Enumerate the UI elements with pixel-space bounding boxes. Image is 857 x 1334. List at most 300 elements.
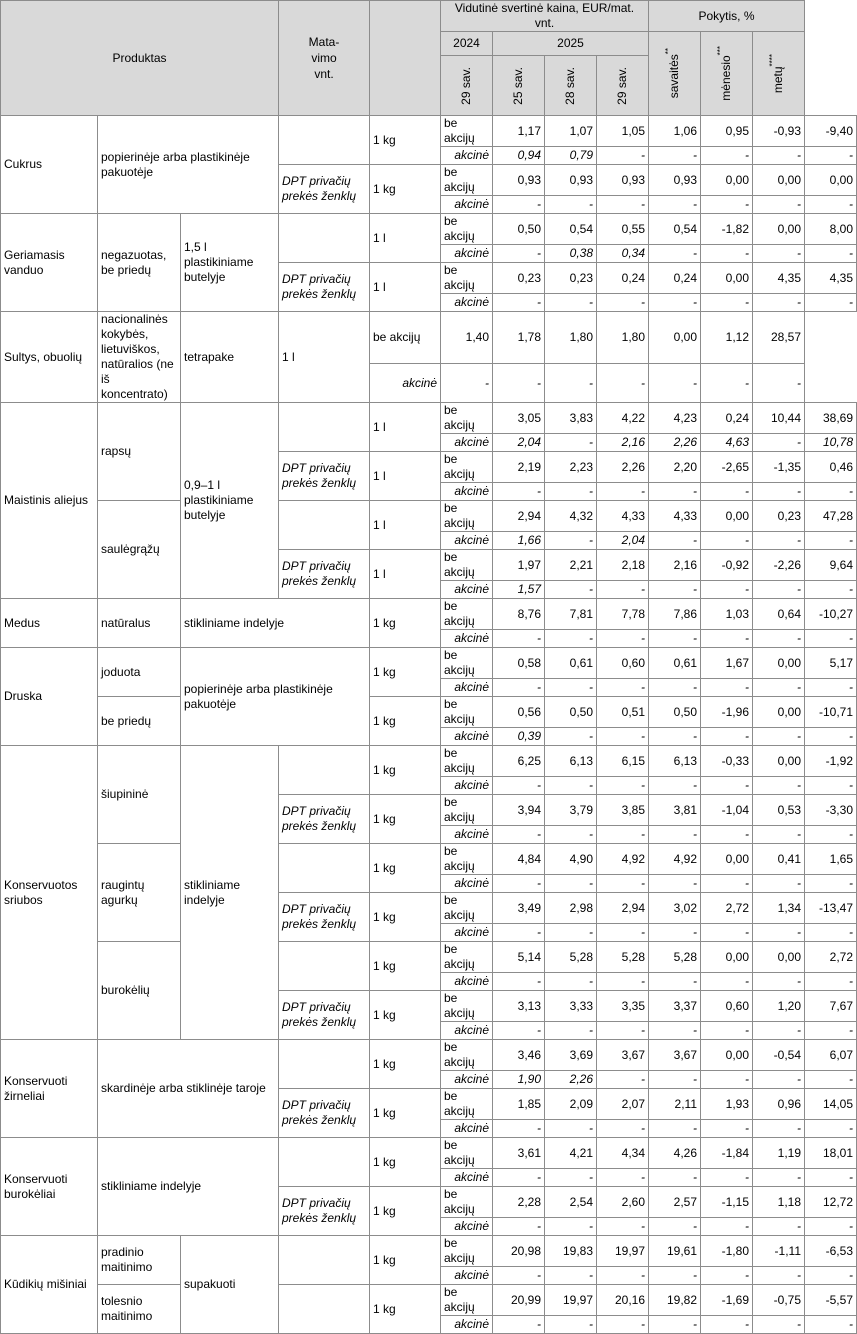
price-value: - (649, 532, 701, 550)
price-value: 2,07 (597, 1089, 649, 1120)
private-label-blank (279, 942, 370, 991)
header-week-2: 25 sav. (493, 56, 545, 116)
change-value: -5,57 (805, 1285, 857, 1316)
change-value: -0,54 (753, 1040, 805, 1071)
table-row (1, 214, 857, 245)
header-produktas: Produktas (1, 1, 279, 116)
price-value: - (545, 826, 597, 844)
price-value: 0,93 (649, 165, 701, 196)
price-value: 0,50 (649, 697, 701, 728)
price-value: 0,61 (649, 648, 701, 679)
price-type: akcinė (441, 973, 493, 991)
price-value: 0,94 (493, 147, 545, 165)
price-value: - (545, 196, 597, 214)
price-value: 2,18 (597, 550, 649, 581)
price-value: 2,26 (597, 452, 649, 483)
price-value: 2,21 (545, 550, 597, 581)
price-value: 0,55 (597, 214, 649, 245)
price-value: - (545, 1218, 597, 1236)
table-row (1, 942, 857, 973)
price-value: 1,80 (597, 312, 649, 364)
change-value: -0,33 (701, 746, 753, 777)
product-variant: burokėlių (98, 942, 181, 1040)
change-value: 28,57 (753, 312, 805, 364)
change-value: 0,00 (701, 942, 753, 973)
price-type: be akcijų (441, 1138, 493, 1169)
price-value: 19,61 (649, 1236, 701, 1267)
change-value: - (805, 973, 857, 991)
price-type: be akcijų (441, 452, 493, 483)
price-type: akcinė (441, 728, 493, 746)
unit: 1 l (279, 312, 370, 403)
price-value: 2,57 (649, 1187, 701, 1218)
product-variant: saulėgrąžų (98, 501, 181, 599)
price-type: akcinė (441, 1169, 493, 1187)
change-value: 2,72 (805, 942, 857, 973)
change-value: 0,23 (753, 501, 805, 532)
change-value: - (805, 1316, 857, 1334)
header-change-month: mėnesio*** (701, 32, 753, 116)
price-value: - (597, 581, 649, 599)
price-value: 2,11 (649, 1089, 701, 1120)
change-value: - (701, 875, 753, 893)
unit: 1 kg (370, 942, 441, 991)
price-value: 3,67 (649, 1040, 701, 1071)
table-row (1, 1285, 857, 1316)
price-value: 2,23 (545, 452, 597, 483)
change-value: -1,92 (805, 746, 857, 777)
change-value: - (805, 1022, 857, 1040)
price-value: 0,23 (493, 263, 545, 294)
change-value: -1,82 (701, 214, 753, 245)
change-value: -6,53 (805, 1236, 857, 1267)
product-name: Kūdikių mišiniai (1, 1236, 98, 1334)
change-value: - (805, 294, 857, 312)
price-value: 1,85 (493, 1089, 545, 1120)
change-value: 0,95 (701, 116, 753, 147)
change-value: 0,00 (753, 214, 805, 245)
price-type: akcinė (441, 483, 493, 501)
price-value: - (597, 196, 649, 214)
product-package: tetrapake (181, 312, 279, 403)
price-value: - (545, 483, 597, 501)
change-value: - (753, 973, 805, 991)
change-value: -10,27 (805, 599, 857, 630)
price-value: - (597, 777, 649, 795)
change-value: 0,00 (753, 942, 805, 973)
price-value: 1,78 (493, 312, 545, 364)
change-value: -2,65 (701, 452, 753, 483)
price-value: - (545, 1120, 597, 1138)
price-value: - (545, 973, 597, 991)
price-value: 1,40 (441, 312, 493, 364)
price-value: - (493, 1218, 545, 1236)
product-variant: negazuotas, be priedų (98, 214, 181, 312)
price-value: 6,13 (649, 746, 701, 777)
private-label: DPT privačių prekės ženklų (279, 1089, 370, 1138)
change-value: - (805, 581, 857, 599)
price-value: 4,90 (545, 844, 597, 875)
price-value: - (649, 483, 701, 501)
price-value: 5,28 (649, 942, 701, 973)
change-value: -0,93 (753, 116, 805, 147)
change-value: - (753, 924, 805, 942)
change-value: -1,69 (701, 1285, 753, 1316)
price-type: akcinė (441, 1071, 493, 1089)
change-value: 0,00 (701, 501, 753, 532)
price-value: 20,16 (597, 1285, 649, 1316)
price-value: - (493, 1120, 545, 1138)
price-value: - (649, 777, 701, 795)
price-value: 4,23 (649, 403, 701, 434)
price-value: - (597, 679, 649, 697)
unit: 1 kg (370, 1285, 441, 1334)
price-value: 5,28 (597, 942, 649, 973)
change-value: 0,00 (753, 648, 805, 679)
price-value: 2,94 (597, 893, 649, 924)
price-value: - (545, 679, 597, 697)
price-type: akcinė (441, 1218, 493, 1236)
change-value: 47,28 (805, 501, 857, 532)
price-value: 0,56 (493, 697, 545, 728)
change-value: - (701, 728, 753, 746)
change-value: 4,63 (701, 434, 753, 452)
price-type: be akcijų (441, 1040, 493, 1071)
price-value: 2,19 (493, 452, 545, 483)
price-value: 3,69 (545, 1040, 597, 1071)
price-value: - (545, 630, 597, 648)
table-row (1, 403, 857, 434)
unit: 1 kg (370, 795, 441, 844)
header-type-blank (370, 1, 441, 116)
change-value: 1,20 (753, 991, 805, 1022)
price-value: 0,58 (493, 648, 545, 679)
price-value: 4,22 (597, 403, 649, 434)
private-label: DPT privačių prekės ženklų (279, 1187, 370, 1236)
product-package: supakuoti (181, 1236, 279, 1334)
price-value: - (493, 196, 545, 214)
change-value: -13,47 (805, 893, 857, 924)
change-value: - (753, 483, 805, 501)
price-value: - (649, 1169, 701, 1187)
price-type: akcinė (441, 630, 493, 648)
change-value: 0,00 (701, 263, 753, 294)
price-value: 6,25 (493, 746, 545, 777)
price-value: - (545, 532, 597, 550)
price-value: - (545, 434, 597, 452)
change-value: -1,04 (701, 795, 753, 826)
price-type: akcinė (441, 1267, 493, 1285)
change-value: - (805, 1169, 857, 1187)
product-variant: joduota (98, 648, 181, 697)
price-type: akcinė (441, 294, 493, 312)
price-value: - (493, 875, 545, 893)
price-value: 2,26 (649, 434, 701, 452)
table-row (1, 312, 857, 364)
price-value: 6,13 (545, 746, 597, 777)
price-value: - (545, 581, 597, 599)
product-package: 1,5 l plastikiniame butelyje (181, 214, 279, 312)
unit: 1 kg (370, 599, 441, 648)
price-value: 4,92 (649, 844, 701, 875)
price-type: be akcijų (441, 116, 493, 147)
unit: 1 kg (370, 697, 441, 746)
change-value: - (805, 826, 857, 844)
change-value: 1,34 (753, 893, 805, 924)
change-value: 1,03 (701, 599, 753, 630)
product-name: Konservuotos sriubos (1, 746, 98, 1040)
change-value: - (805, 728, 857, 746)
price-value: 0,34 (597, 245, 649, 263)
change-value: - (701, 826, 753, 844)
change-value: 1,93 (701, 1089, 753, 1120)
change-value: - (701, 973, 753, 991)
price-type: be akcijų (441, 550, 493, 581)
change-value: - (753, 1022, 805, 1040)
price-type: be akcijų (441, 165, 493, 196)
product-variant: skardinėje arba stiklinėje taroje (98, 1040, 279, 1138)
product-variant: stikliniame indelyje (98, 1138, 279, 1236)
change-value: 0,00 (701, 1040, 753, 1071)
price-value: 8,76 (493, 599, 545, 630)
change-value: 0,00 (649, 312, 701, 364)
price-value: - (597, 1316, 649, 1334)
price-type: be akcijų (441, 403, 493, 434)
price-value: - (545, 924, 597, 942)
header-kaina: Vidutinė svertinė kaina, EUR/mat. vnt. (441, 1, 649, 32)
unit: 1 l (370, 263, 441, 312)
price-type: be akcijų (441, 893, 493, 924)
change-value: 0,41 (753, 844, 805, 875)
product-variant: natūralus (98, 599, 181, 648)
product-name: Geriamasis vanduo (1, 214, 98, 312)
price-value: - (597, 973, 649, 991)
price-value: 3,35 (597, 991, 649, 1022)
price-type: akcinė (441, 196, 493, 214)
change-value: 0,96 (753, 1089, 805, 1120)
change-value: - (701, 245, 753, 263)
unit: 1 kg (370, 165, 441, 214)
change-value: -9,40 (805, 116, 857, 147)
header-pokytis: Pokytis, % (649, 1, 805, 32)
unit: 1 kg (370, 893, 441, 942)
unit: 1 kg (370, 648, 441, 697)
change-value: - (805, 630, 857, 648)
price-value: - (597, 1218, 649, 1236)
change-value: - (753, 1120, 805, 1138)
price-value: - (597, 364, 649, 403)
header-matavimo-vnt: Mata-vimo vnt. (279, 1, 370, 116)
price-value: 4,21 (545, 1138, 597, 1169)
private-label: DPT privačių prekės ženklų (279, 165, 370, 214)
change-value: - (701, 630, 753, 648)
price-type: akcinė (441, 1316, 493, 1334)
change-value: 0,00 (805, 165, 857, 196)
change-value: - (701, 924, 753, 942)
change-value: -10,71 (805, 697, 857, 728)
change-value: - (753, 294, 805, 312)
change-value: - (701, 364, 753, 403)
price-value: 3,81 (649, 795, 701, 826)
change-value: -0,92 (701, 550, 753, 581)
price-value: 5,14 (493, 942, 545, 973)
price-value: - (649, 147, 701, 165)
private-label-blank (279, 116, 370, 165)
price-value: 0,38 (545, 245, 597, 263)
header-week-3: 28 sav. (545, 56, 597, 116)
private-label: DPT privačių prekės ženklų (279, 452, 370, 501)
price-value: - (493, 924, 545, 942)
price-value: 19,97 (597, 1236, 649, 1267)
table-body (1, 116, 857, 1334)
change-value: - (805, 1218, 857, 1236)
change-value: - (753, 826, 805, 844)
price-value: 0,50 (493, 214, 545, 245)
price-value: 2,26 (545, 1071, 597, 1089)
price-value: 0,24 (649, 263, 701, 294)
table-row (1, 599, 857, 630)
price-value: 1,06 (649, 116, 701, 147)
price-value: 2,60 (597, 1187, 649, 1218)
change-value: - (753, 875, 805, 893)
private-label-blank (279, 1040, 370, 1089)
price-value: - (597, 1071, 649, 1089)
unit: 1 l (370, 550, 441, 599)
price-value: 2,16 (649, 550, 701, 581)
product-variant: tolesnio maitinimo (98, 1285, 181, 1334)
price-value: - (545, 294, 597, 312)
change-value: - (701, 581, 753, 599)
price-value: 2,09 (545, 1089, 597, 1120)
price-type: be akcijų (441, 795, 493, 826)
change-value: -0,75 (753, 1285, 805, 1316)
change-value: - (753, 196, 805, 214)
price-value: 7,86 (649, 599, 701, 630)
price-value: 7,81 (545, 599, 597, 630)
change-value: 18,01 (805, 1138, 857, 1169)
price-value: - (649, 1267, 701, 1285)
change-value: - (701, 1316, 753, 1334)
change-value: - (805, 1071, 857, 1089)
product-package: 0,9–1 l plastikiniame butelyje (181, 403, 279, 599)
change-value: 1,12 (701, 312, 753, 364)
change-value: 9,64 (805, 550, 857, 581)
private-label: DPT privačių prekės ženklų (279, 263, 370, 312)
change-value: - (701, 1022, 753, 1040)
change-value: - (753, 1316, 805, 1334)
price-value: 0,39 (493, 728, 545, 746)
price-value: 3,49 (493, 893, 545, 924)
change-value: 5,17 (805, 648, 857, 679)
change-value: 0,00 (753, 697, 805, 728)
price-value: 3,46 (493, 1040, 545, 1071)
change-value: - (753, 1218, 805, 1236)
price-value: - (597, 483, 649, 501)
change-value: - (753, 581, 805, 599)
change-value: - (805, 924, 857, 942)
unit: 1 kg (370, 116, 441, 165)
change-value: - (701, 1071, 753, 1089)
price-value: 0,51 (597, 697, 649, 728)
product-variant: pradinio maitinimo (98, 1236, 181, 1285)
price-type: akcinė (441, 826, 493, 844)
unit: 1 kg (370, 844, 441, 893)
table-row (1, 1040, 857, 1071)
price-value: 3,83 (545, 403, 597, 434)
table-row (1, 746, 857, 777)
price-value: 4,92 (597, 844, 649, 875)
change-value: 4,35 (805, 263, 857, 294)
price-value: - (649, 294, 701, 312)
price-type: akcinė (441, 434, 493, 452)
price-type: be akcijų (441, 1089, 493, 1120)
change-value: - (701, 1218, 753, 1236)
change-value: - (805, 147, 857, 165)
price-value: 3,67 (597, 1040, 649, 1071)
price-type: be akcijų (441, 1285, 493, 1316)
change-value: 10,78 (805, 434, 857, 452)
price-value: - (649, 196, 701, 214)
change-value: - (701, 777, 753, 795)
price-value: 3,02 (649, 893, 701, 924)
price-value: - (597, 630, 649, 648)
price-value: - (493, 1316, 545, 1334)
product-variant: raugintų agurkų (98, 844, 181, 942)
price-value: - (649, 1218, 701, 1236)
unit: 1 kg (370, 746, 441, 795)
change-value: -1,11 (753, 1236, 805, 1267)
header-change-week: savaitės** (649, 32, 701, 116)
header-change-year: metų**** (753, 32, 805, 116)
price-value: 4,26 (649, 1138, 701, 1169)
unit: 1 kg (370, 1040, 441, 1089)
price-value: 1,17 (493, 116, 545, 147)
private-label: DPT privačių prekės ženklų (279, 795, 370, 844)
product-name: Sultys, obuolių (1, 312, 98, 403)
change-value: - (753, 434, 805, 452)
price-value: - (545, 875, 597, 893)
product-name: Konservuoti burokėliai (1, 1138, 98, 1236)
change-value: 12,72 (805, 1187, 857, 1218)
price-value: - (493, 364, 545, 403)
change-value: - (805, 777, 857, 795)
price-value: 1,80 (545, 312, 597, 364)
price-value: - (545, 1169, 597, 1187)
price-value: - (545, 728, 597, 746)
price-value: - (493, 1267, 545, 1285)
change-value: -1,35 (753, 452, 805, 483)
change-value: - (701, 1120, 753, 1138)
price-value: 3,33 (545, 991, 597, 1022)
price-value: - (493, 630, 545, 648)
price-value: - (441, 364, 493, 403)
price-value: 2,54 (545, 1187, 597, 1218)
price-value: 2,20 (649, 452, 701, 483)
price-value: 0,50 (545, 697, 597, 728)
price-value: 0,54 (545, 214, 597, 245)
change-value: - (701, 532, 753, 550)
change-value: 0,24 (701, 403, 753, 434)
product-variant: šiupininė (98, 746, 181, 844)
product-variant: nacionalinės kokybės, lietuviškos, natūralios (ne iš koncentrato) (98, 312, 181, 403)
change-value: 1,65 (805, 844, 857, 875)
change-value: 0,00 (701, 165, 753, 196)
price-value: - (545, 1267, 597, 1285)
price-type: be akcijų (441, 746, 493, 777)
private-label-blank (279, 844, 370, 893)
change-value: 1,67 (701, 648, 753, 679)
header-year-2024: 2024 (441, 32, 493, 56)
